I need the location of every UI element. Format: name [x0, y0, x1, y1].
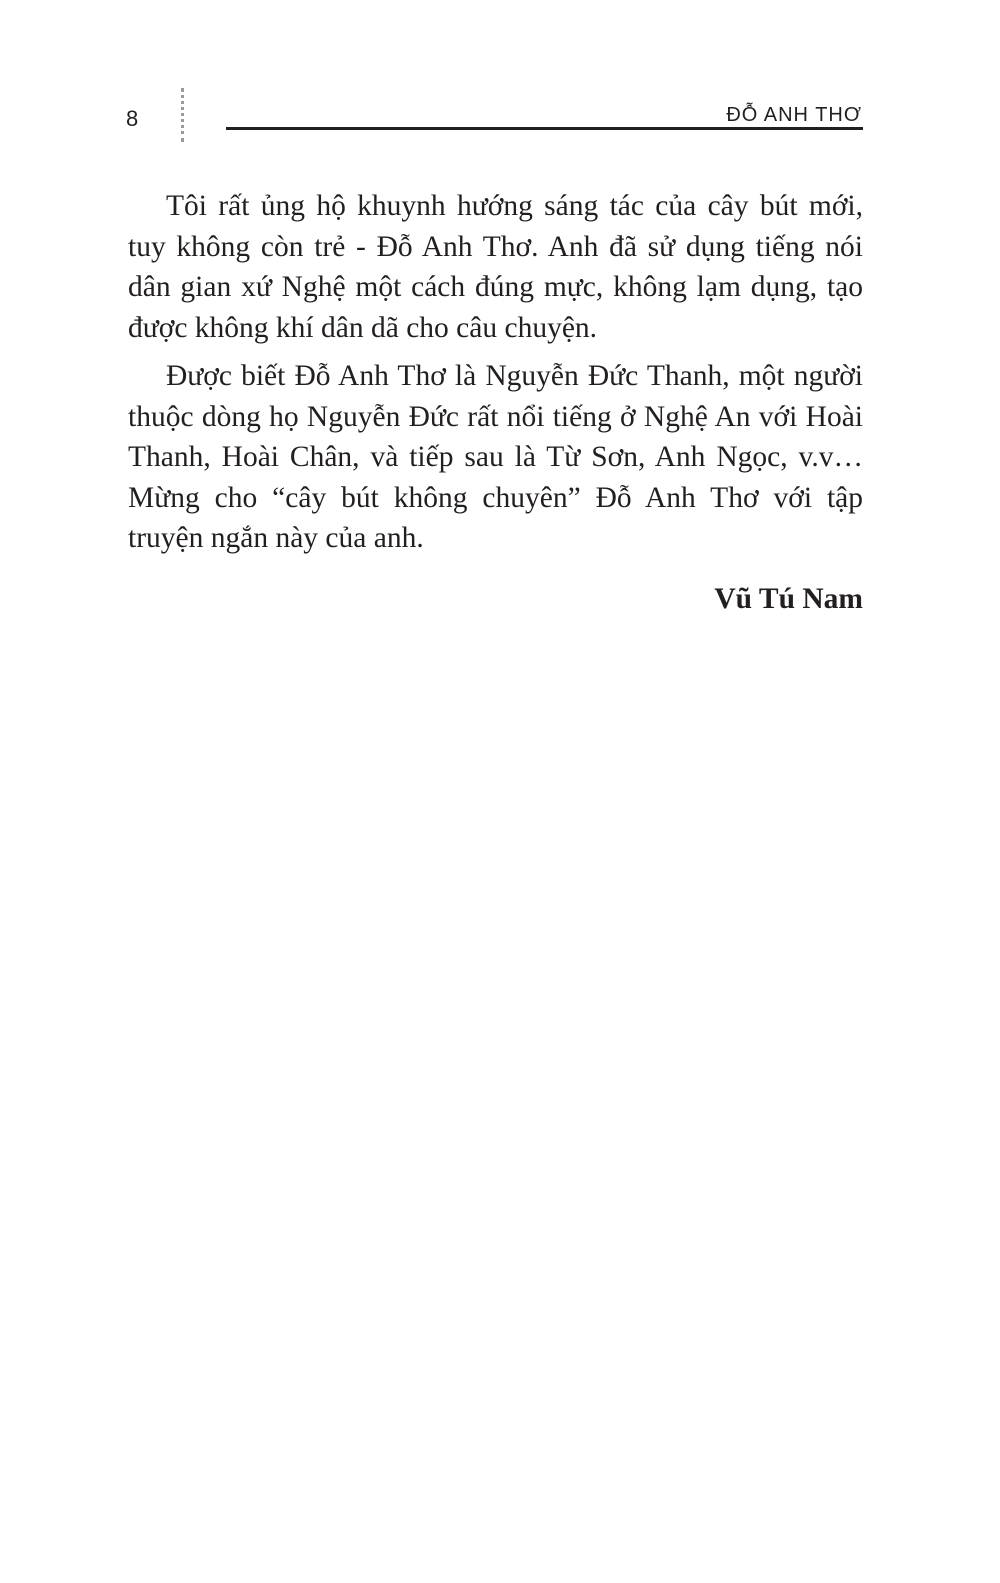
header-rule: [226, 127, 863, 130]
page-header: [0, 0, 1000, 160]
paragraph: Tôi rất ủng hộ khuynh hướng sáng tác của cây bút mới, tuy không còn trẻ - Đỗ Anh Thơ. Anh đã sử dụng tiếng nói dân gian xứ Nghệ một cách đúng mực, không lạm dụng, tạo được không khí dân dã cho câu chuyện.: [128, 190, 863, 344]
paragraph: Được biết Đỗ Anh Thơ là Nguyễn Đức Thanh, một người thuộc dòng họ Nguyễn Đức rất nổi tiếng ở Nghệ An với Hoài Thanh, Hoài Chân, và tiếp sau là Từ Sơn, Anh Ngọc, v.v… Mừng cho “cây bút không chuyên” Đỗ Anh Thơ với tập truyện ngắn này của anh.: [128, 360, 863, 554]
header-dotted-divider: [181, 88, 184, 142]
signature: Vũ Tú Nam: [714, 582, 863, 615]
page-number: 8: [126, 106, 139, 131]
running-head-author: ĐỖ ANH THƠ: [726, 104, 862, 126]
page-body: [128, 186, 863, 619]
